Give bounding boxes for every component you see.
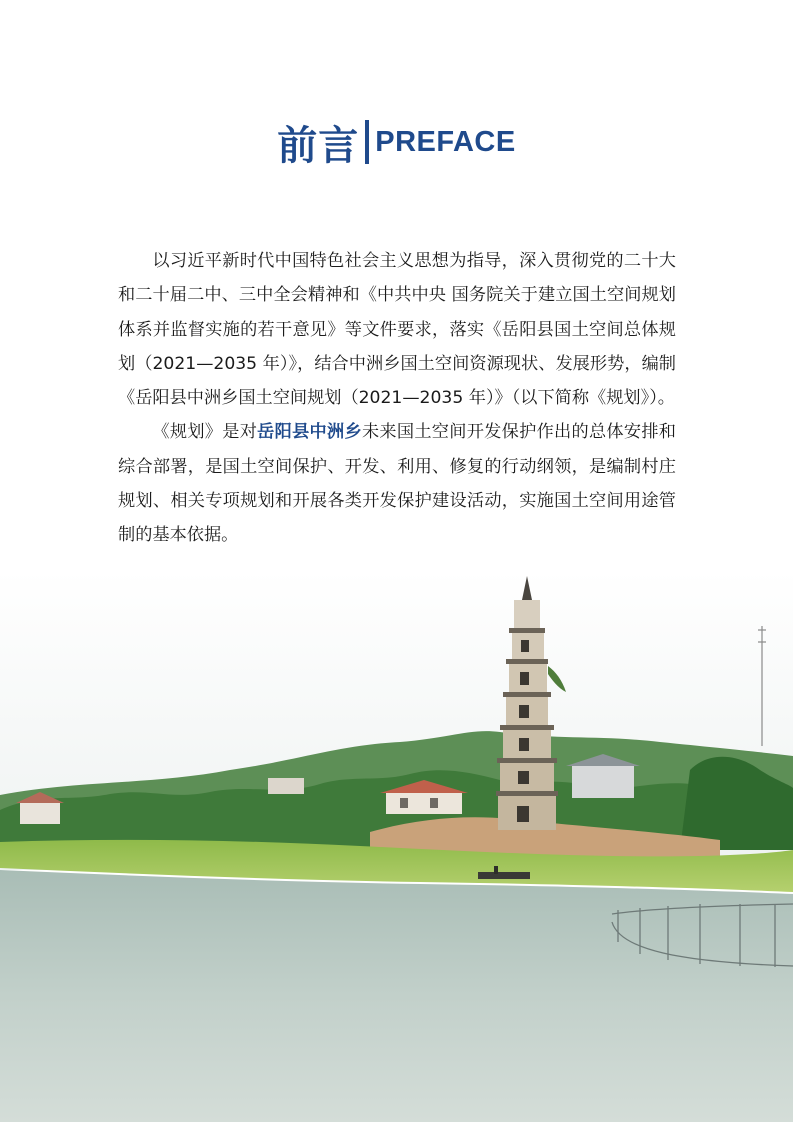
paragraph-2 [118,415,676,552]
paragraph-2-suffix: 未来国土空间开发保护作出的总体安排和综合部署，是国土空间保护、开发、利用、修复的行动纲领，是编制村庄规划、相关专项规划和开展各类开发保护建设活动，实施国土空间用途管制的基本依据。 [118,422,676,546]
heading-english: PREFACE [375,125,516,158]
paragraph-2-prefix: 《规划》是对 [152,422,258,443]
heading-chinese: 前言 [277,122,360,169]
paragraph-2-highlight: 岳阳县中洲乡 [257,422,362,443]
preface-body [118,244,676,553]
page-heading [0,112,793,172]
pagoda-lake-photo [0,570,793,1122]
paragraph-1: 以习近平新时代中国特色社会主义思想为指导，深入贯彻党的二十大和二十届二中、三中全会精神和《中共中央 国务院关于建立国土空间规划体系并监督实施的若干意见》等文件要求，落实《岳阳县国土空间总体规划（2021—2035 年）》，结合中洲乡国土空间资源现状、发展形势，编制《岳阳县中洲乡国土空间规划（2021—2035 年）》（以下简称《规划》）。 [118,251,676,409]
heading-divider [365,120,369,164]
